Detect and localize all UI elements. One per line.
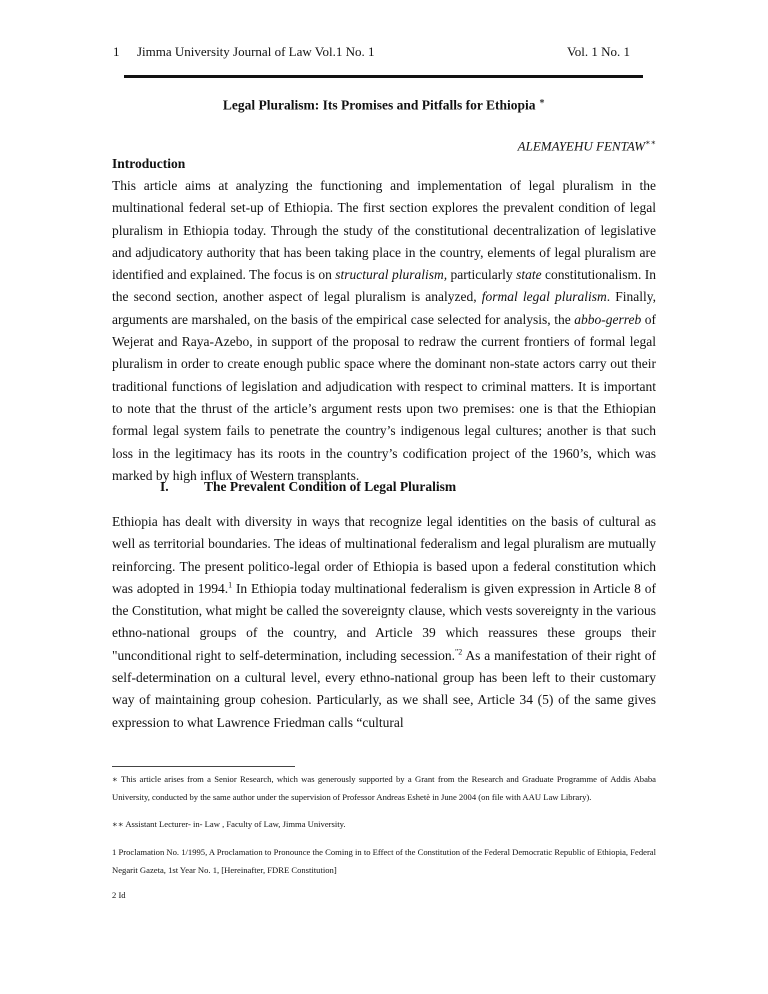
intro-em-state: state (516, 267, 542, 283)
footnote-ref-1: 1 (228, 580, 233, 590)
intro-text-5: of Wejerat and Raya-Azebo, in support of the proposal to redraw the current frontiers of formal legal pluralism in order to create enough public space where the dominant non-state actors carry out their traditional functions of legislation and adjudication with respect to criminal matters. It is important to note that the thrust of the article’s argument rests upon two premises: one is that the Ethiopian formal legal system fails to penetrate the country’s indigenous legal cultures; another is that such loss in the legitimacy has its roots in the country’s codification project of the 1960’s, which was marked by high influx of Western transplants. (112, 311, 656, 483)
introduction-heading: Introduction (112, 156, 186, 171)
section-text-1: Ethiopia has dealt with diversity in ways that recognize legal identities on the basis of cultural as well as territorial boundaries. The ideas of multinational federalism and legal pluralism are mutually reinforcing. The present politico-legal order of Ethiopia is based upon a federal constitution which was adopted in 1994. (112, 514, 656, 596)
intro-em-formal-legal-pluralism: formal legal pluralism (481, 289, 607, 305)
intro-text-4: . Finally, arguments are marshaled, on the basis of the empirical case selected for analysis, the (112, 289, 656, 327)
footnote-3: 1 Proclamation No. 1/1995, A Proclamation to Pronounce the Coming in to Effect of the Constitution of the Federal Democratic Republic of Ethiopia, Federal Negarit Gazeta, 1st Year No. 1, [Hereinafter, FDRE Constitution] (112, 847, 657, 875)
header-volume: Vol. 1 No. 1 (567, 44, 630, 59)
section-number: I. (160, 479, 169, 494)
footnote-1: ∗ This article arises from a Senior Research, which was generously supported by a Grant from the Research and Graduate Programme of Addis Ababa University, conducted by the same author under the supervision of Professor Andreas Eshetè in June 2004 (on file with AAU Law Library). (112, 774, 656, 802)
header-page-number: 1 (113, 44, 120, 59)
article-title (0, 96, 768, 114)
footnote-ref-2: "2 (454, 647, 463, 657)
header-journal-title: Jimma University Journal of Law Vol.1 No. 1 (137, 44, 375, 59)
footnote-2: ∗∗ Assistant Lecturer- in- Law , Faculty of Law, Jimma University. (112, 819, 346, 829)
intro-em-structural-pluralism: structural pluralism, (335, 267, 448, 283)
footnote-4: 2 Id (112, 890, 126, 900)
introduction-paragraph (112, 175, 656, 487)
header-rule (124, 75, 643, 78)
article-title-text: Legal Pluralism: Its Promises and Pitfalls for Ethiopia (222, 97, 536, 113)
author-footnote-mark: ∗∗ (645, 138, 656, 147)
section-paragraph (112, 511, 656, 734)
author-name (518, 138, 656, 154)
section-text-3: As a manifestation of their right of self-determination on a cultural level, every ethno-national group has been left to their customary way of maintaining group cohesion. Particularly, as we shall see, Article 34 (5) of the same gives expression to what Lawrence Friedman calls “cultural (112, 647, 656, 730)
intro-text-2: particularly (447, 267, 517, 283)
footnote-separator (112, 766, 295, 767)
title-footnote-mark: ∗ (538, 96, 546, 106)
intro-em-abbo-gerreb: abbo-gerreb (574, 311, 642, 327)
section-text-2: In Ethiopia today multinational federalism is given expression in Article 8 of the Constitution, what might be called the sovereignty clause, which vests sovereignty in the various ethno-national groups of the country, and Article 39 which reassures these groups their "unconditional right to self-determination, including secession. (112, 580, 656, 663)
section-heading (160, 479, 456, 495)
intro-text-3: constitutionalism. In the second section, another aspect of legal pluralism is analyzed, (112, 267, 656, 305)
author-name-text: ALEMAYEHU FENTAW (517, 138, 646, 154)
section-title: The Prevalent Condition of Legal Pluralism (204, 479, 457, 494)
intro-text-1: This article aims at analyzing the functioning and implementation of legal pluralism in the multinational federal set-up of Ethiopia. The first section explores the prevalent condition of legal pluralism in Ethiopia today. Through the study of the constitutional decentralization of legislative and adjudicatory authority that has been taking place in the country, elements of legal pluralism are identified and explained. The focus is on (112, 178, 656, 283)
